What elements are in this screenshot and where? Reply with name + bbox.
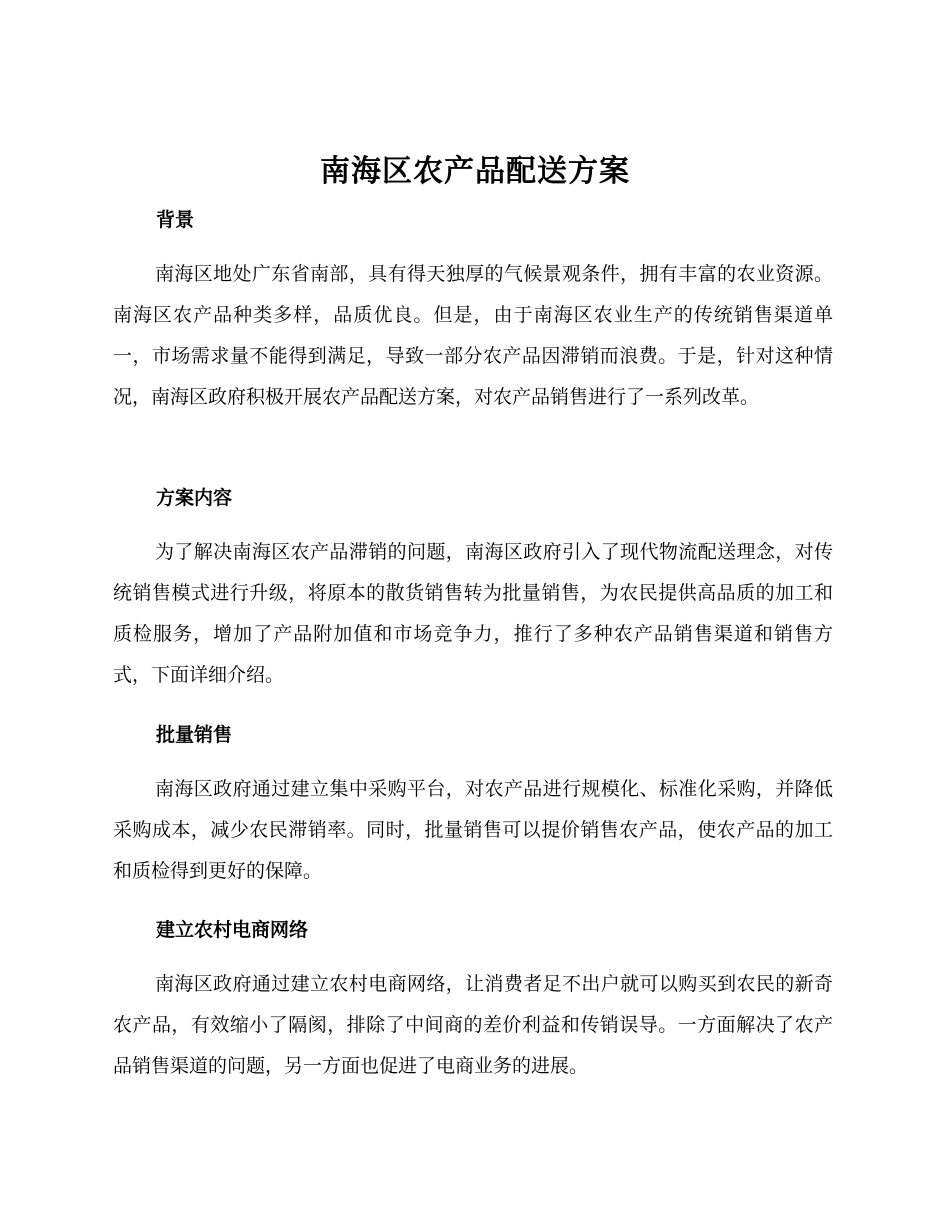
section-heading-bulk-sales: 批量销售 <box>156 724 233 746</box>
section-heading-background: 背景 <box>156 209 195 231</box>
section-paragraph-rural-ecommerce: 南海区政府通过建立农村电商网络，让消费者足不出户就可以购买到农民的新奇农产品，有效缩小了隔阂，排除了中间商的差价利益和传销误导。一方面解决了农产品销售渠道的问题，另一方面也促进了电商业务的进展。 <box>113 973 833 1077</box>
document-title: 南海区农产品配送方案 <box>320 154 630 189</box>
section-heading-rural-ecommerce: 建立农村电商网络 <box>156 919 309 941</box>
section-paragraph-bulk-sales: 南海区政府通过建立集中采购平台，对农产品进行规模化、标准化采购，并降低采购成本，减少农民滞销率。同时，批量销售可以提价销售农产品，使农产品的加工和质检得到更好的保障。 <box>113 778 833 882</box>
section-paragraph-plan-content: 为了解决南海区农产品滞销的问题，南海区政府引入了现代物流配送理念，对传统销售模式进行升级，将原本的散货销售转为批量销售，为农民提供高品质的加工和质检服务，增加了产品附加值和市场竞争力，推行了多种农产品销售渠道和销售方式，下面详细介绍。 <box>113 541 833 686</box>
section-heading-plan-content: 方案内容 <box>156 487 233 509</box>
section-paragraph-background: 南海区地处广东省南部，具有得天独厚的气候景观条件，拥有丰富的农业资源。南海区农产品种类多样，品质优良。但是，由于南海区农业生产的传统销售渠道单一，市场需求量不能得到满足，导致一部分农产品因滞销而浪费。于是，针对这种情况，南海区政府积极开展农产品配送方案，对农产品销售进行了一系列改革。 <box>113 263 833 408</box>
